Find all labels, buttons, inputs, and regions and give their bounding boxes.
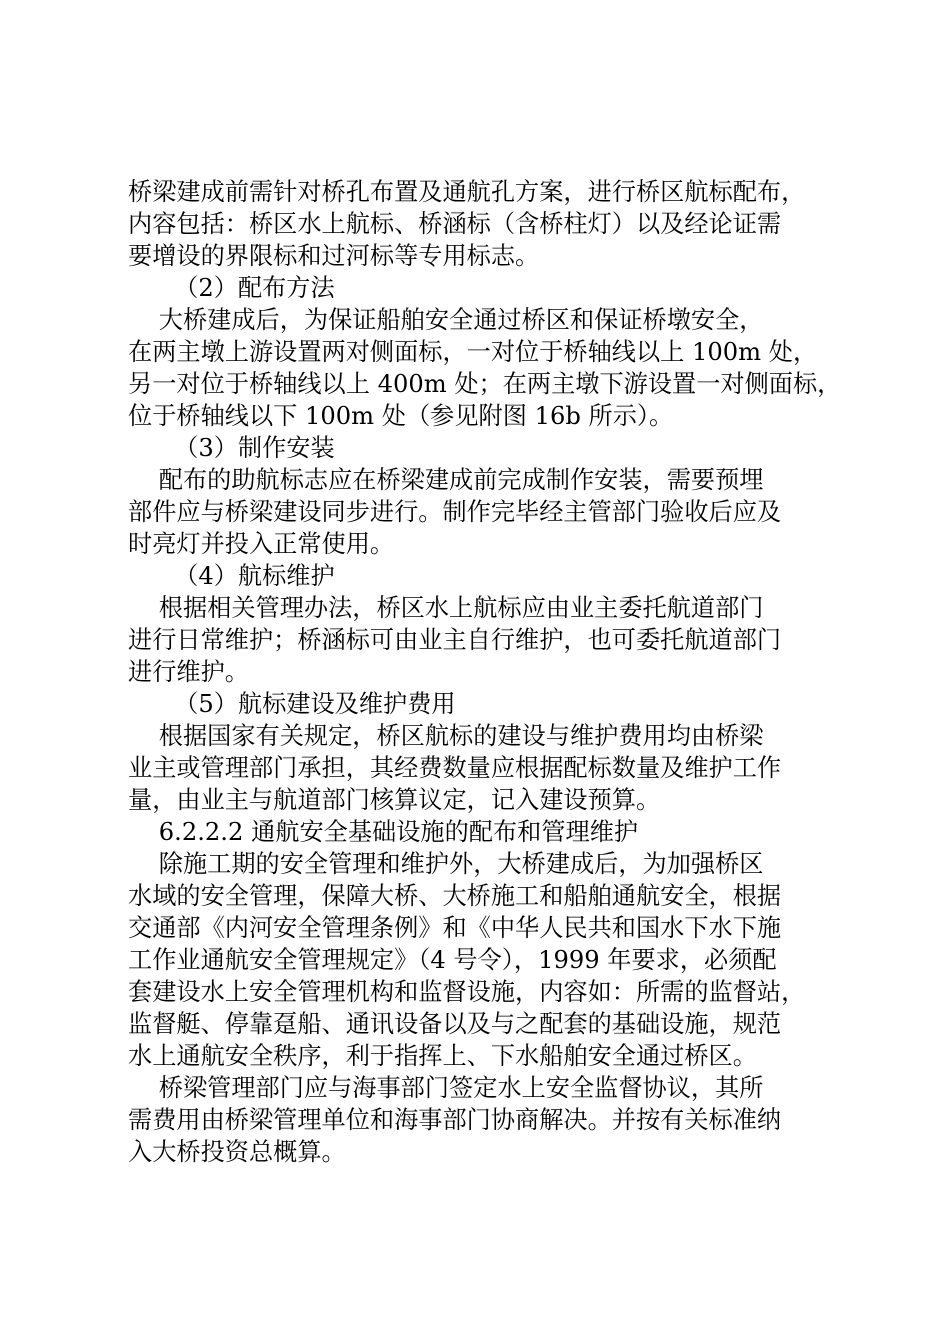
- text-line: 水上通航安全秩序，利于指挥上、下水船舶安全通过桥区。: [128, 1042, 757, 1070]
- text-line: 量，由业主与航道部门核算议定，记入建设预算。: [128, 786, 661, 814]
- text-line: 套建设水上安全管理机构和监督设施，内容如：所需的监督站，: [128, 978, 806, 1006]
- section-heading: （5）航标建设及维护费用: [128, 690, 456, 718]
- section-heading: 6.2.2.2 通航安全基础设施的配布和管理维护: [128, 818, 639, 846]
- text-line: 在两主墩上游设置两对侧面标，一对位于桥轴线以上 100m 处，: [128, 338, 818, 366]
- text-line: 另一对位于桥轴线以上 400m 处；在两主墩下游设置一对侧面标，: [128, 370, 842, 398]
- text-line: 部件应与桥梁建设同步进行。制作完毕经主管部门验收后应及: [128, 498, 782, 526]
- text-line: 水域的安全管理，保障大桥、大桥施工和船舶通航安全，根据: [128, 882, 782, 910]
- text-line: 根据国家有关规定，桥区航标的建设与维护费用均由桥梁: [128, 722, 764, 750]
- text-line: 需费用由桥梁管理单位和海事部门协商解决。并按有关标准纳: [128, 1106, 782, 1134]
- text-line: 位于桥轴线以下 100m 处（参见附图 16b 所示）。: [128, 402, 674, 430]
- text-line: 工作业通航安全管理规定》（4 号令），1999 年要求，必须配: [128, 946, 777, 974]
- text-line: 除施工期的安全管理和维护外，大桥建成后，为加强桥区: [128, 850, 764, 878]
- text-line: 入大桥投资总概算。: [128, 1138, 346, 1166]
- text-line: 监督艇、停靠趸船、通讯设备以及与之配套的基础设施，规范: [128, 1010, 782, 1038]
- text-line: 大桥建成后，为保证船舶安全通过桥区和保证桥墩安全，: [128, 306, 764, 334]
- section-heading: （3）制作安装: [128, 434, 335, 462]
- section-heading: （4）航标维护: [128, 562, 335, 590]
- text-line: 桥梁建成前需针对桥孔布置及通航孔方案，进行桥区航标配布，: [128, 178, 806, 206]
- text-line: 根据相关管理办法，桥区水上航标应由业主委托航道部门: [128, 594, 764, 622]
- text-line: 桥梁管理部门应与海事部门签定水上安全监督协议，其所: [128, 1074, 764, 1102]
- text-line: 内容包括：桥区水上航标、桥涵标（含桥柱灯）以及经论证需: [128, 210, 782, 238]
- text-line: 时亮灯并投入正常使用。: [128, 530, 395, 558]
- text-line: 进行日常维护；桥涵标可由业主自行维护，也可委托航道部门: [128, 626, 782, 654]
- section-heading: （2）配布方法: [128, 274, 335, 302]
- text-line: 交通部《内河安全管理条例》和《中华人民共和国水下水下施: [128, 914, 782, 942]
- text-line: 进行维护。: [128, 658, 249, 686]
- text-line: 业主或管理部门承担，其经费数量应根据配标数量及维护工作: [128, 754, 782, 782]
- text-line: 要增设的界限标和过河标等专用标志。: [128, 242, 540, 270]
- text-line: 配布的助航标志应在桥梁建成前完成制作安装，需要预埋: [128, 466, 764, 494]
